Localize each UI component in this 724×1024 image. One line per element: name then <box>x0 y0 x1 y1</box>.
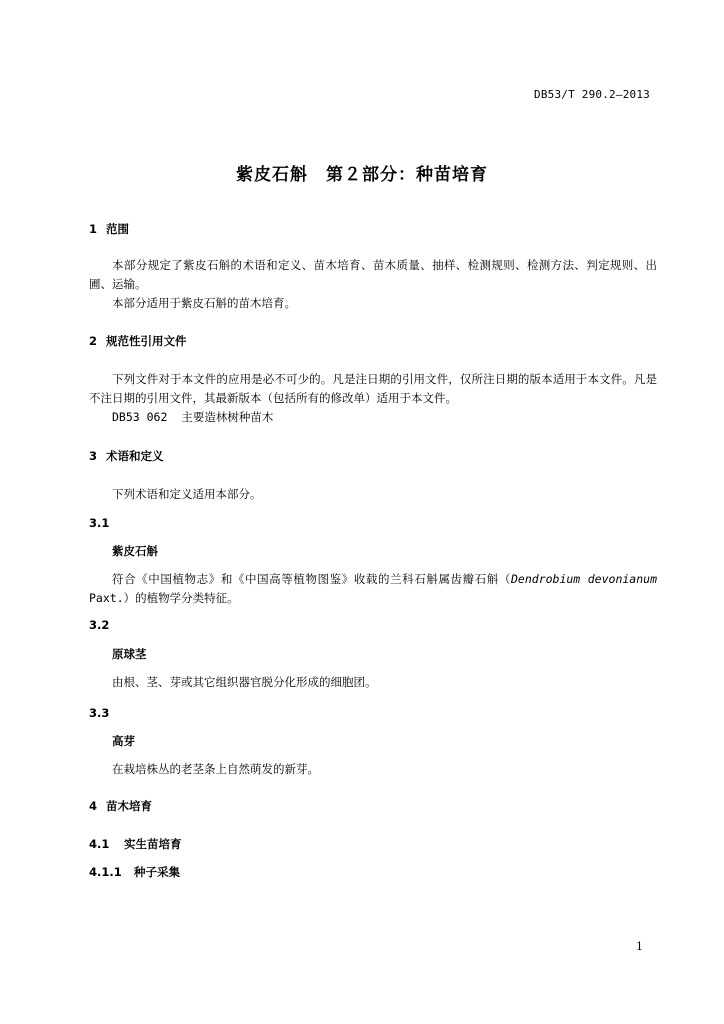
document-title: 紫皮石斛 第２部分：种苗培育 <box>236 165 488 185</box>
standard-number: DB53/T 290.2—2013 <box>534 88 650 101</box>
section-number: 2 <box>89 334 98 348</box>
section-1-paragraph-1: 本部分规定了紫皮石斛的术语和定义、苗木培育、苗木质量、抽样、检测规则、检测方法、判定规则、出圃、运输。 <box>89 258 657 291</box>
term-3-1-definition <box>89 570 657 608</box>
section-number: 1 <box>89 222 98 236</box>
term-3-3-definition: 在栽培株丛的老茎条上自然萌发的新芽。 <box>112 762 319 776</box>
term-3-3-number: 3.3 <box>89 706 110 720</box>
subsection-title: 种子采集 <box>134 865 180 879</box>
section-title: 苗木培育 <box>106 799 152 813</box>
term-3-2-name: 原球茎 <box>112 647 147 661</box>
subsection-4-1-1-heading <box>89 864 180 880</box>
definition-text: Paxt.）的植物学分类特征。 <box>89 591 239 605</box>
term-3-2-definition: 由根、茎、芽或其它组织器官脱分化形成的细胞团。 <box>112 675 377 689</box>
section-2-paragraph-1: 下列文件对于本文件的应用是必不可少的。凡是注日期的引用文件，仅所注日期的版本适用于本文件。凡是不注日期的引用文件，其最新版本（包括所有的修改单）适用于本文件。 <box>89 372 657 405</box>
subsection-4-1-heading <box>89 836 182 852</box>
section-number: 3 <box>89 449 98 463</box>
normative-reference <box>112 409 273 425</box>
section-3-paragraph-1: 下列术语和定义适用本部分。 <box>112 487 262 501</box>
term-3-2-number: 3.2 <box>89 618 110 632</box>
section-3-heading <box>89 448 164 464</box>
term-3-3-name: 高芽 <box>112 734 135 748</box>
reference-code: DB53 062 <box>112 410 168 424</box>
subsection-title: 实生苗培育 <box>124 837 182 851</box>
definition-text: 符合《中国植物志》和《中国高等植物图鉴》收载的兰科石斛属齿瓣石斛（ <box>112 572 511 586</box>
section-2-heading <box>89 333 187 349</box>
section-title: 范围 <box>106 222 129 236</box>
section-4-heading <box>89 798 152 814</box>
page-number: 1 <box>636 940 643 953</box>
section-number: 4 <box>89 799 98 813</box>
term-3-1-name: 紫皮石斛 <box>112 544 158 558</box>
reference-title: 主要造林树种苗木 <box>181 410 274 424</box>
subsection-number: 4.1.1 <box>89 865 122 879</box>
subsection-number: 4.1 <box>89 837 110 851</box>
term-3-1-number: 3.1 <box>89 516 110 530</box>
section-1-paragraph-2: 本部分适用于紫皮石斛的苗木培育。 <box>112 296 296 310</box>
section-title: 规范性引用文件 <box>106 334 187 348</box>
latin-name: Dendrobium devonianum <box>511 572 657 586</box>
section-title: 术语和定义 <box>106 449 164 463</box>
section-1-heading <box>89 221 129 237</box>
